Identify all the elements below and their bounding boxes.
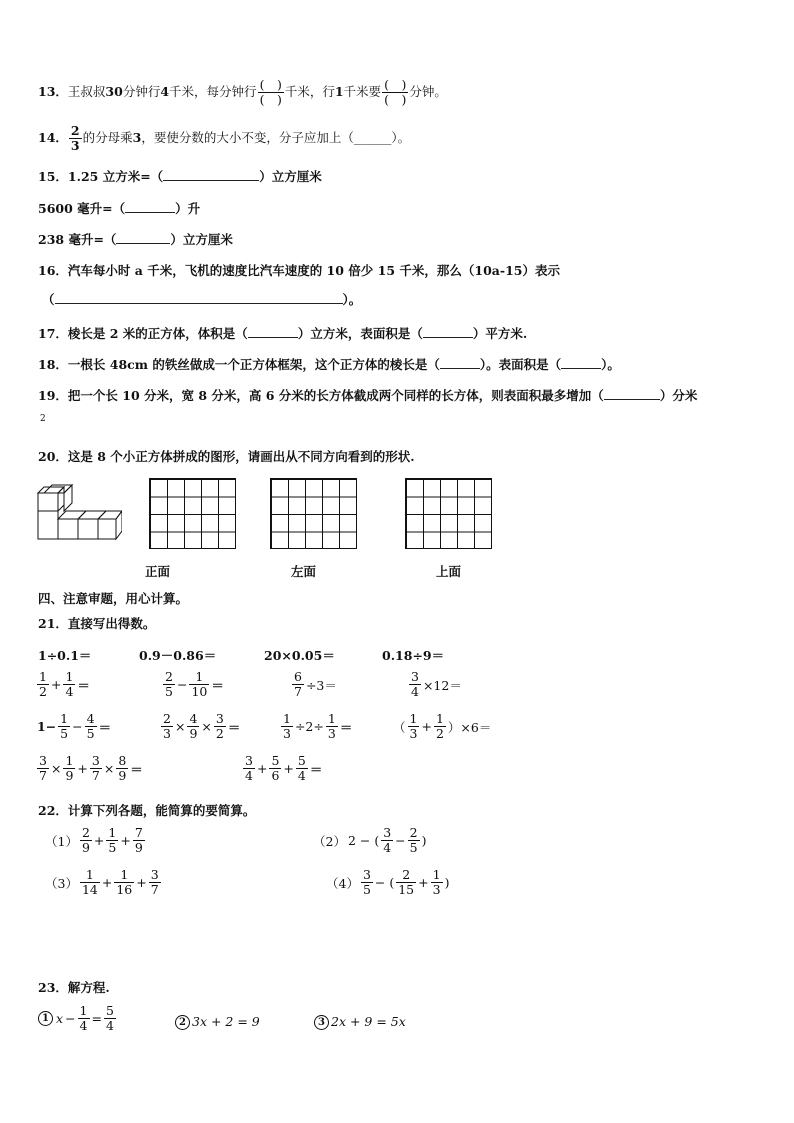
- label-top: 上面: [436, 564, 462, 579]
- question-20: 20．这是 8 个小正方体拼成的图形，请画出从不同方向看到的形状.: [38, 449, 415, 464]
- circled-number-icon: 2: [175, 1015, 190, 1030]
- answer-blank[interactable]: [125, 200, 175, 213]
- calc-5: $\frac{1}{2}$ + $\frac{1}{4}$ ＝: [39, 669, 90, 699]
- question-23: 23．解方程.: [38, 980, 110, 995]
- cube-figure: [36, 481, 122, 541]
- calc-2: 0.9－0.86＝: [139, 648, 217, 663]
- calc-7: $\frac{6}{7}$ ÷3＝: [294, 669, 337, 699]
- question-22: 22．计算下列各题，能简算的要简算。: [38, 803, 256, 818]
- calc-14: $\frac{3}{4}$ + $\frac{5}{6}$ + $\frac{5}{4}$ ＝: [245, 753, 323, 783]
- calc-4: 0.18÷9＝: [382, 648, 445, 663]
- equation-3: 3 2x + 9 = 5x: [314, 1014, 406, 1030]
- superscript-2: 2: [40, 414, 46, 424]
- answer-blank[interactable]: [163, 168, 259, 181]
- calc-22-3: （3） $\frac{1}{14}$ + $\frac{1}{16}$ + $\frac{3}{7}$: [45, 867, 159, 897]
- question-15-line1: 15．1.25 立方米=（ ）立方厘米: [38, 169, 322, 184]
- answer-blank[interactable]: [440, 356, 480, 369]
- answer-blank[interactable]: [561, 356, 601, 369]
- calc-9: 1− $\frac{1}{5}$ − $\frac{4}{5}$ ＝: [37, 711, 112, 741]
- question-18: 18．一根长 48cm 的铁丝做成一个正方体框架，这个正方体的棱长是（ ）。表面积是（ ）。: [38, 357, 620, 372]
- question-21: 21．直接写出得数。: [38, 616, 156, 631]
- calc-22-2: （2） 2 − ( $\frac{3}{4}$ − $\frac{2}{5}$ ): [313, 825, 427, 855]
- answer-blank[interactable]: [604, 387, 660, 400]
- calc-8: $\frac{3}{4}$ ×12＝: [411, 669, 462, 699]
- blank-fraction[interactable]: $\frac{( )}{( )}$: [259, 77, 282, 107]
- question-16: 16．汽车每小时 a 千米，飞机的速度比汽车速度的 10 倍少 15 千米，那么（10a-15）表示: [38, 263, 560, 278]
- fraction: $\frac{2}{3}$: [70, 123, 80, 153]
- calc-13: $\frac{3}{7}$ × $\frac{1}{9}$ + $\frac{3}{7}$ × $\frac{8}{9}$ ＝: [39, 753, 143, 783]
- blank-fraction[interactable]: $\frac{( )}{( )}$: [384, 77, 407, 107]
- label-left: 左面: [291, 564, 317, 579]
- question-17: 17．棱长是 2 米的正方体，体积是（ ）立方米，表面积是（ ）平方米.: [38, 326, 528, 341]
- calc-22-4: （4） $\frac{3}{5}$ − ( $\frac{2}{15}$ + $\frac{1}{3}$ ): [326, 867, 450, 897]
- question-15-line3: 238 毫升=（ ）立方厘米: [38, 232, 233, 247]
- grid-front[interactable]: [149, 478, 236, 549]
- calc-3: 20×0.05＝: [264, 648, 335, 663]
- calc-10: $\frac{2}{3}$ × $\frac{4}{9}$ × $\frac{3}{2}$ ＝: [163, 711, 241, 741]
- section-4-title: 四、注意审题，用心计算。: [38, 591, 189, 606]
- grid-left[interactable]: [270, 478, 357, 549]
- grid-top[interactable]: [405, 478, 492, 549]
- calc-11: $\frac{1}{3}$ ÷2÷ $\frac{1}{3}$ ＝: [283, 711, 353, 741]
- equation-2: 2 3x + 2 = 9: [175, 1014, 260, 1030]
- calc-1: 1÷0.1＝: [38, 648, 92, 663]
- label-front: 正面: [145, 564, 171, 579]
- circled-number-icon: 1: [38, 1011, 53, 1026]
- calc-12: （ $\frac{1}{3}$ + $\frac{1}{2}$ ）×6＝: [393, 711, 492, 741]
- question-19: 19．把一个长 10 分米，宽 8 分米，高 6 分米的长方体截成两个同样的长方体，则表面积最多增加（ ）分米: [38, 388, 698, 403]
- question-16-answer: （ ）。: [42, 292, 362, 307]
- calc-6: $\frac{2}{5}$ − $\frac{1}{10}$ ＝: [165, 669, 224, 699]
- answer-blank[interactable]: [423, 325, 473, 338]
- question-13: 13．王叔叔30分钟行4千米，每分钟行 $\frac{( )}{( )}$ 千米，行1千米要 $\frac{( )}{( )}$ 分钟。: [38, 77, 447, 107]
- question-15-line2: 5600 毫升=（ ）升: [38, 201, 201, 216]
- calc-22-1: （1） $\frac{2}{9}$ + $\frac{1}{5}$ + $\frac{7}{9}$: [45, 825, 143, 855]
- answer-blank[interactable]: [116, 231, 170, 244]
- answer-blank[interactable]: [55, 291, 343, 304]
- circled-number-icon: 3: [314, 1015, 329, 1030]
- question-14: 14． $\frac{2}{3}$ 的分母乘3，要使分数的大小不变，分子应加上（______）。: [38, 123, 411, 153]
- answer-blank[interactable]: [248, 325, 298, 338]
- equation-1: 1 x − $\frac{1}{4}$ = $\frac{5}{4}$: [38, 1004, 117, 1033]
